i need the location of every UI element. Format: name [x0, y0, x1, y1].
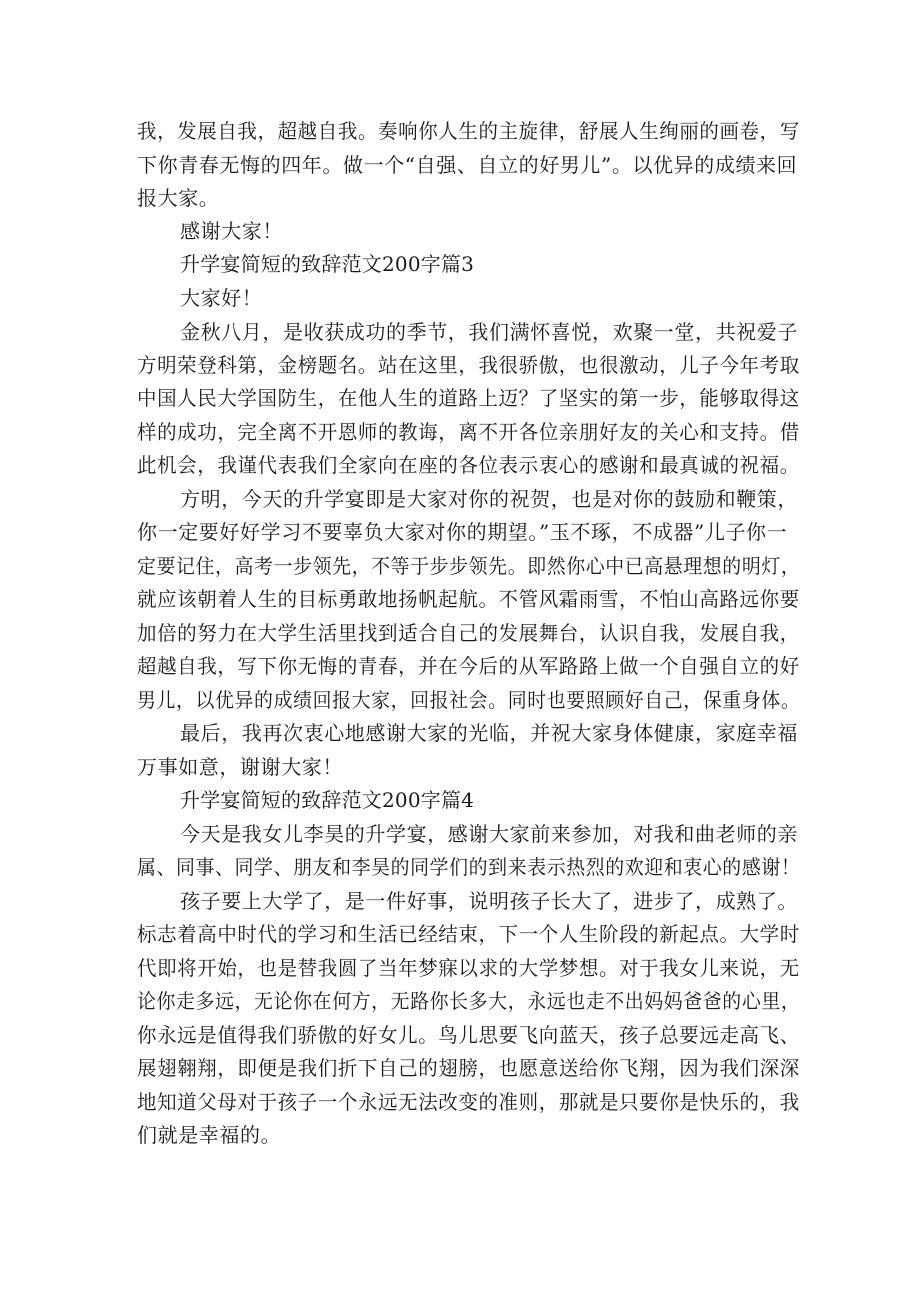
text-line: 你永远是值得我们骄傲的好女儿。鸟儿思要飞向蓝天，孩子总要远走高飞、	[137, 1023, 800, 1047]
text-line: 超越自我，写下你无悔的青春，并在今后的从军路路上做一个自强自立的好	[137, 654, 800, 678]
text-line: 今天是我女儿李昊的升学宴，感谢大家前来参加，对我和曲老师的亲	[180, 822, 798, 846]
text-line: 万事如意，谢谢大家！	[137, 755, 343, 779]
text-line: 代即将开始，也是替我圆了当年梦寐以求的大学梦想。对于我女儿来说，无	[137, 956, 800, 980]
text-line: 下你青春无悔的四年。做一个“自强、自立的好男儿”。以优异的成绩来回	[137, 153, 798, 177]
text-line: 属、同事、同学、朋友和李昊的同学们的到来表示热烈的欢迎和衷心的感谢！	[137, 855, 801, 879]
text-line: 样的成功，完全离不开恩师的教诲，离不开各位亲朋好友的关心和支持。借	[137, 420, 800, 444]
text-line: 报大家。	[137, 186, 220, 210]
text-line: 方明，今天的升学宴即是大家对你的祝贺，也是对你的鼓励和鞭策，	[180, 487, 798, 511]
text-line: 展翅翱翔，即便是我们折下自己的翅膀，也愿意送给你飞翔，因为我们深深	[137, 1056, 800, 1080]
text-line: 最后，我再次衷心地感谢大家的光临，并祝大家身体健康，家庭幸福	[180, 721, 798, 745]
text-line: 金秋八月，是收获成功的季节，我们满怀喜悦，欢聚一堂，共祝爱子	[180, 320, 798, 344]
text-line: 就应该朝着人生的目标勇敢地扬帆起航。不管风霜雨雪，不怕山高路远你要	[137, 587, 800, 611]
text-line: 此机会，我谨代表我们全家向在座的各位表示衷心的感谢和最真诚的祝福。	[137, 453, 800, 477]
text-line: 地知道父母对于孩子一个永远无法改变的准则，那就是只要你是快乐的，我	[137, 1090, 800, 1114]
text-line: 论你走多远，无论你在何方，无路你长多大，永远也走不出妈妈爸爸的心里，	[137, 989, 801, 1013]
text-line: 们就是幸福的。	[137, 1123, 282, 1147]
text-line: 定要记住，高考一步领先，不等于步步领先。即然你心中已高悬理想的明灯，	[137, 554, 801, 578]
section-heading: 升学宴简短的致辞范文200字篇3	[180, 252, 475, 276]
text-line: 标志着高中时代的学习和生活已经结束，下一个人生阶段的新起点。大学时	[137, 922, 800, 946]
text-line: 孩子要上大学了，是一件好事，说明孩子长大了，进步了，成熟了。	[180, 889, 798, 913]
text-line: 你一定要好好学习不要辜负大家对你的期望。”玉不琢，不成器”儿子你一	[137, 520, 788, 544]
text-line: 男儿，以优异的成绩回报大家，回报社会。同时也要照顾好自己，保重身体。	[137, 688, 801, 712]
section-heading: 升学宴简短的致辞范文200字篇4	[180, 788, 475, 812]
text-line: 感谢大家！	[180, 219, 283, 243]
text-line: 方明荣登科第，金榜题名。站在这里，我很骄傲，也很激动，儿子今年考取	[137, 353, 800, 377]
text-line: 我，发展自我，超越自我。奏响你人生的主旋律，舒展人生绚丽的画卷，写	[137, 119, 800, 143]
text-line: 中国人民大学国防生，在他人生的道路上迈？了坚实的第一步，能够取得这	[137, 386, 800, 410]
text-line: 加倍的努力在大学生活里找到适合自己的发展舞台，认识自我，发展自我，	[137, 621, 800, 645]
text-line: 大家好！	[180, 286, 263, 310]
